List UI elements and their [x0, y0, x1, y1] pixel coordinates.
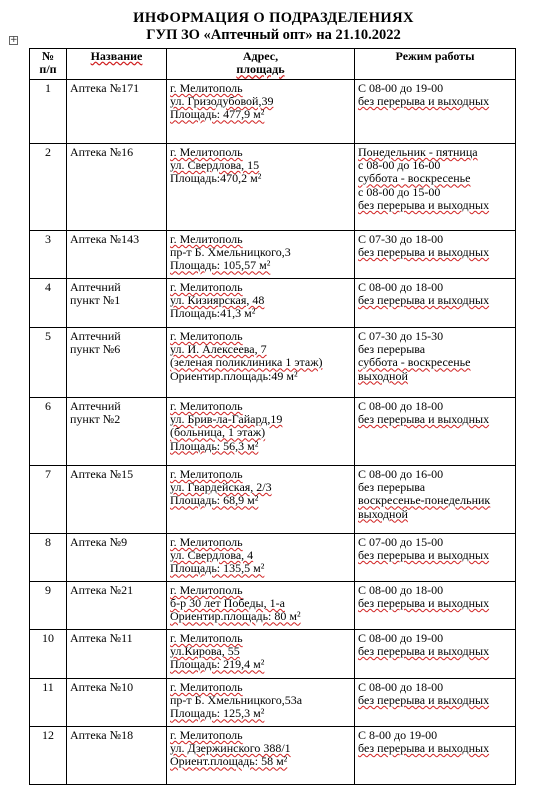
- name-line: Аптека №171: [70, 81, 140, 95]
- cell-hours: [355, 534, 516, 582]
- hours-line: суббота - воскресенье: [358, 355, 471, 370]
- cell-address: [167, 80, 355, 144]
- name-line: Аптека №18: [70, 728, 134, 742]
- cell-num: 7: [30, 466, 67, 534]
- address-line: г. Мелитополь: [170, 280, 243, 294]
- address-line: пр-т Б. Хмельницкого,3: [170, 245, 291, 260]
- name-line: Аптека №15: [70, 467, 134, 481]
- address-line: Ориент.площадь: 58 м²: [170, 754, 288, 769]
- cell-address: [167, 582, 355, 630]
- name-line: Аптечний: [70, 399, 121, 413]
- table-row: [30, 231, 516, 279]
- name-line: Аптечний: [70, 280, 121, 294]
- address-line: б-р 30 лет Победы, 1-а: [170, 596, 285, 611]
- address-line: ул. Дзержинского 388/1: [170, 741, 291, 756]
- address-line: Площадь: 477,9 м²: [170, 107, 265, 122]
- name-line: Аптечний: [70, 329, 121, 343]
- cell-hours: [355, 328, 516, 398]
- cell-name: [67, 231, 167, 279]
- cell-hours: [355, 231, 516, 279]
- name-line: Аптека №21: [70, 583, 134, 597]
- address-line: ул.Кирова, 55: [170, 644, 240, 659]
- cell-hours: [355, 630, 516, 679]
- address-line: пр-т Б. Хмельницкого,53а: [170, 693, 303, 708]
- hours-line: без перерыва и выходных: [358, 94, 490, 109]
- cell-name: [67, 630, 167, 679]
- cell-name: [67, 679, 167, 727]
- document-title-line1: ИНФОРМАЦИЯ О ПОДРАЗДЕЛЕНИЯХ: [133, 10, 414, 26]
- address-line: г. Мелитополь: [170, 329, 243, 343]
- cell-num: 10: [30, 630, 67, 679]
- hours-line: суббота - воскресенье: [358, 171, 471, 186]
- hours-line: С 8-00 до 19-00: [358, 728, 438, 742]
- hours-line: без перерыва и выходных: [358, 245, 490, 260]
- hours-line: С 08-00 до 19-00: [358, 81, 444, 95]
- name-line: пункт №2: [70, 412, 121, 427]
- cell-num: 2: [30, 144, 67, 231]
- address-line: (зеленая поликлиника 1 этаж): [170, 355, 323, 370]
- address-line: ул. Кизиярская, 48: [170, 293, 265, 308]
- cell-name: [67, 398, 167, 466]
- cell-num: 4: [30, 279, 67, 328]
- move-cross-icon[interactable]: +: [10, 35, 18, 45]
- cell-address: [167, 279, 355, 328]
- hours-line: воскресенье-понедельник: [358, 493, 491, 508]
- address-line: г. Мелитополь: [170, 631, 243, 645]
- address-line: Площадь: 219,4 м²: [170, 657, 265, 672]
- cell-hours: [355, 466, 516, 534]
- table-row: [30, 582, 516, 630]
- address-line: ул. Гризодубовой,39: [170, 94, 274, 109]
- cell-num: 6: [30, 398, 67, 466]
- address-line: Площадь:470,2 м²: [170, 171, 262, 186]
- address-line: г. Мелитополь: [170, 728, 243, 742]
- cell-address: [167, 679, 355, 727]
- hours-line: С 08-00 до 18-00: [358, 399, 444, 413]
- table-row: [30, 398, 516, 466]
- address-line: Ориентир.площадь: 80 м²: [170, 609, 301, 624]
- hours-line: выходной: [358, 368, 408, 383]
- hours-line: без перерыва: [358, 480, 426, 495]
- address-line: Площадь: 68,9 м²: [170, 493, 259, 508]
- address-line: (больница, 1 этаж): [170, 425, 266, 440]
- cell-address: [167, 231, 355, 279]
- cell-hours: [355, 144, 516, 231]
- address-line: ул. Свердлова, 4: [170, 548, 254, 563]
- cell-num: 1: [30, 80, 67, 144]
- table-row: [30, 80, 516, 144]
- cell-num: 9: [30, 582, 67, 630]
- cell-num: 5: [30, 328, 67, 398]
- name-line: пункт №1: [70, 293, 121, 308]
- table-row: [30, 630, 516, 679]
- address-line: г. Мелитополь: [170, 232, 243, 246]
- header-hours: Режим работы: [355, 49, 516, 80]
- cell-hours: [355, 80, 516, 144]
- hours-line: С 07-30 до 18-00: [358, 232, 444, 246]
- cell-name: [67, 727, 167, 785]
- hours-line: С 07-30 до 15-30: [358, 329, 444, 343]
- address-line: ул. Гвардейская, 2/3: [170, 480, 272, 495]
- hours-line: без перерыва и выходных: [358, 197, 490, 212]
- cell-num: 12: [30, 727, 67, 785]
- address-line: ул. Брив-ла-Гайард,19: [170, 412, 283, 427]
- header-num: № п/п: [30, 49, 67, 80]
- hours-line: без перерыва и выходных: [358, 412, 490, 427]
- table-row: [30, 144, 516, 231]
- hours-line: с 08-00 до 16-00: [358, 158, 441, 173]
- header-address: Адрес, площадь: [167, 49, 355, 80]
- cell-num: 8: [30, 534, 67, 582]
- name-line: Аптека №10: [70, 680, 134, 694]
- hours-line: без перерыва и выходных: [358, 293, 490, 308]
- hours-line: С 08-00 до 16-00: [358, 467, 444, 481]
- address-line: Площадь: 56,3 м²: [170, 438, 259, 453]
- table-row: [30, 279, 516, 328]
- hours-line: Понедельник - пятница: [358, 145, 478, 159]
- table-row: [30, 679, 516, 727]
- hours-line: с 08-00 до 15-00: [358, 184, 441, 199]
- name-line: Аптека №143: [70, 232, 140, 246]
- address-line: г. Мелитополь: [170, 535, 243, 549]
- hours-line: без перерыва и выходных: [358, 548, 490, 563]
- cell-hours: [355, 398, 516, 466]
- cell-hours: [355, 727, 516, 785]
- header-name: Название: [67, 49, 167, 80]
- hours-line: С 08-00 до 18-00: [358, 680, 444, 694]
- name-line: пункт №6: [70, 342, 121, 357]
- address-line: ул. Свердлова, 15: [170, 158, 260, 173]
- cell-num: 11: [30, 679, 67, 727]
- address-line: г. Мелитополь: [170, 467, 243, 481]
- cell-hours: [355, 582, 516, 630]
- cell-address: [167, 466, 355, 534]
- address-line: Площадь: 125,3 м²: [170, 706, 265, 721]
- name-line: Аптека №16: [70, 145, 134, 159]
- hours-line: без перерыва и выходных: [358, 741, 490, 756]
- cell-name: [67, 328, 167, 398]
- table-row: [30, 534, 516, 582]
- cell-address: [167, 727, 355, 785]
- address-line: Площадь:41,3 м²: [170, 306, 256, 321]
- address-line: г. Мелитополь: [170, 680, 243, 694]
- hours-line: С 08-00 до 18-00: [358, 583, 444, 597]
- address-line: г. Мелитополь: [170, 81, 243, 95]
- address-line: Ориентир.площадь:49 м²: [170, 368, 298, 383]
- hours-line: С 08-00 до 19-00: [358, 631, 444, 645]
- hours-line: выходной: [358, 506, 408, 521]
- table-body: [30, 80, 516, 785]
- cell-num: 3: [30, 231, 67, 279]
- cell-hours: [355, 679, 516, 727]
- cell-hours: [355, 279, 516, 328]
- cell-name: [67, 534, 167, 582]
- cell-name: [67, 582, 167, 630]
- document-title-line2: ГУП ЗО «Аптечный опт» на 21.10.2022: [146, 27, 401, 43]
- name-line: Аптека №11: [70, 631, 133, 645]
- cell-name: [67, 144, 167, 231]
- cell-name: [67, 279, 167, 328]
- hours-line: без перерыва и выходных: [358, 693, 490, 708]
- cell-name: [67, 466, 167, 534]
- cell-address: [167, 534, 355, 582]
- address-line: ул. И. Алексеева, 7: [170, 342, 267, 357]
- address-line: Площадь: 135,5 м²: [170, 561, 265, 576]
- name-line: Аптека №9: [70, 535, 128, 549]
- table-row: [30, 328, 516, 398]
- hours-line: без перерыва: [358, 342, 426, 357]
- table-row: [30, 466, 516, 534]
- hours-line: С 07-00 до 15-00: [358, 535, 444, 549]
- table-header-row: [30, 49, 516, 80]
- address-line: Площадь: 105,57 м²: [170, 258, 271, 273]
- cell-address: [167, 144, 355, 231]
- cell-address: [167, 630, 355, 679]
- cell-name: [67, 80, 167, 144]
- hours-line: без перерыва и выходных: [358, 644, 490, 659]
- address-line: г. Мелитополь: [170, 583, 243, 597]
- cell-address: [167, 328, 355, 398]
- address-line: г. Мелитополь: [170, 145, 243, 159]
- subdivisions-table: [29, 48, 516, 785]
- table-row: [30, 727, 516, 785]
- hours-line: без перерыва и выходных: [358, 596, 490, 611]
- address-line: г. Мелитополь: [170, 399, 243, 413]
- cell-address: [167, 398, 355, 466]
- hours-line: С 08-00 до 18-00: [358, 280, 444, 294]
